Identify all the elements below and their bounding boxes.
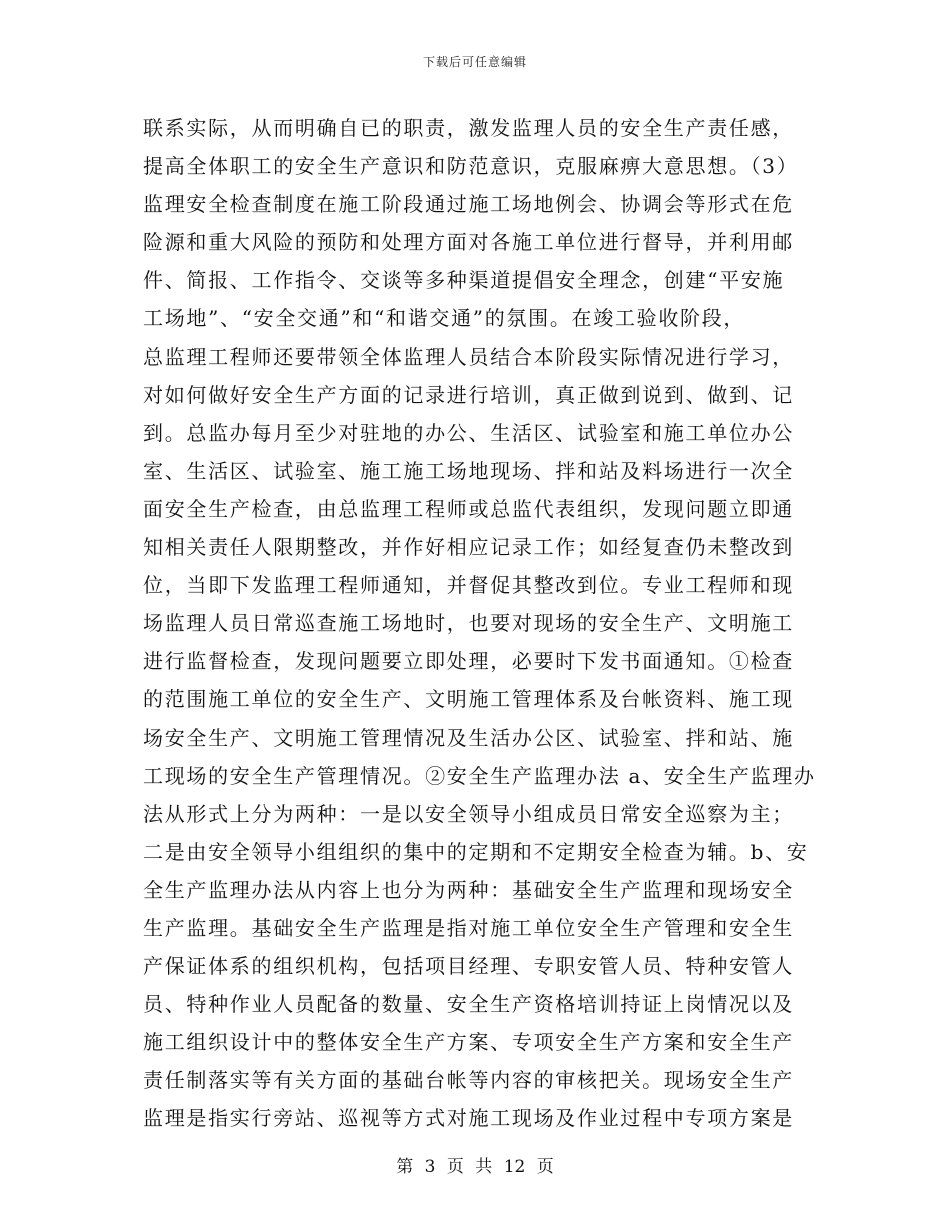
text-line: 进行监督检查，发现问题要立即处理，必要时下发书面通知。①检查 (143, 649, 794, 674)
text-line: 场安全生产、文明施工管理情况及生活办公区、试验室、拌和站、施 (143, 725, 794, 750)
text-line: 面安全生产检查，由总监理工程师或总监代表组织，发现问题立即通 (143, 496, 794, 521)
page-number: 第 3 页 共 12 页 (396, 1157, 554, 1177)
text-line: 监理安全检查制度在施工阶段通过施工场地例会、协调会等形式在危 (143, 192, 794, 217)
text-line: 位，当即下发监理工程师通知，并督促其整改到位。专业工程师和现 (143, 573, 794, 598)
text-line: 法从形式上分为两种：一是以安全领导小组成员日常安全巡察为主； (143, 801, 794, 826)
text-line: 生产监理。基础安全生产监理是指对施工单位安全生产管理和安全生 (143, 915, 794, 940)
text-line: 提高全体职工的安全生产意识和防范意识，克服麻痹大意思想。（3） (143, 154, 799, 179)
text-line: 对如何做好安全生产方面的记录进行培训，真正做到说到、做到、记 (143, 382, 794, 407)
text-line: 工场地”、“安全交通”和“和谐交通”的氛围。在竣工验收阶段， (143, 306, 746, 331)
text-line: 总监理工程师还要带领全体监理人员结合本阶段实际情况进行学习， (143, 344, 794, 369)
text-line: 的范围施工单位的安全生产、文明施工管理体系及台帐资料、施工现 (143, 687, 794, 712)
text-line: 件、简报、工作指令、交谈等多种渠道提倡安全理念，创建“平安施 (143, 268, 785, 293)
text-line: 施工组织设计中的整体安全生产方案、专项安全生产方案和安全生产 (143, 1030, 794, 1055)
text-line: 室、生活区、试验室、施工施工场地现场、拌和站及料场进行一次全 (143, 458, 794, 483)
body-text (143, 109, 816, 1138)
text-line: 监理是指实行旁站、巡视等方式对施工现场及作业过程中专项方案是 (143, 1106, 794, 1131)
text-line: 联系实际，从而明确自已的职责，激发监理人员的安全生产责任感， (143, 116, 794, 140)
text-line: 险源和重大风险的预防和处理方面对各施工单位进行督导，并利用邮 (143, 230, 794, 255)
text-line: 二是由安全领导小组组织的集中的定期和不定期安全检查为辅。b、安 (143, 839, 809, 864)
text-line: 到。总监办每月至少对驻地的办公、生活区、试验室和施工单位办公 (143, 420, 794, 445)
text-line: 场监理人员日常巡查施工场地时，也要对现场的安全生产、文明施工 (143, 611, 794, 636)
text-line: 全生产监理办法从内容上也分为两种：基础安全生产监理和现场安全 (143, 877, 794, 902)
text-line: 员、特种作业人员配备的数量、安全生产资格培训持证上岗情况以及 (143, 992, 794, 1017)
text-line: 责任制落实等有关方面的基础台帐等内容的审核把关。现场安全生产 (143, 1068, 794, 1093)
text-line: 产保证体系的组织机构，包括项目经理、专职安管人员、特种安管人 (143, 954, 794, 979)
text-line: 工现场的安全生产管理情况。②安全生产监理办法 a、安全生产监理办 (143, 763, 816, 788)
page-header: 下载后可任意编辑 (422, 55, 527, 69)
text-line: 知相关责任人限期整改，并作好相应记录工作；如经复查仍未整改到 (143, 535, 794, 560)
